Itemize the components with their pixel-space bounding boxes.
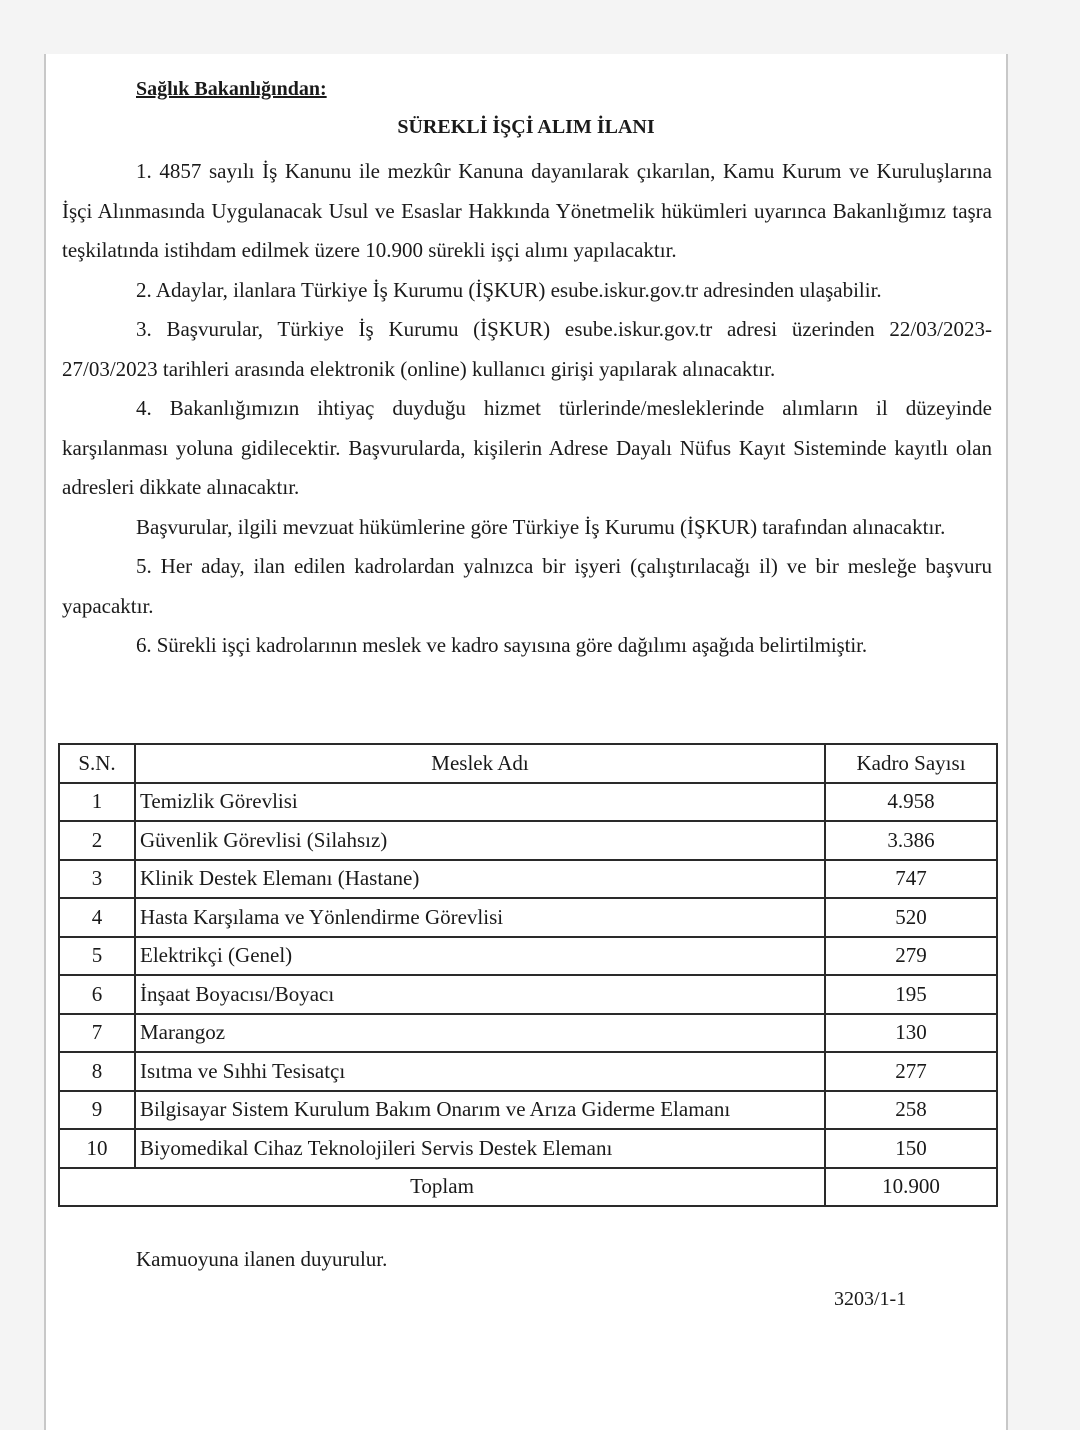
paragraph-1: 1. 4857 sayılı İş Kanunu ile mezkûr Kanuna dayanılarak çıkarılan, Kamu Kurum ve Kuruluşlarına İşçi Alınmasında Uygulanacak Usul ve Esaslar Hakkında Yönetmelik hükümleri uyarınca Bakanlığımız taşra teşkilatında istihdam edilmek üzere 10.900 sürekli işçi alımı yapılacaktır. [62,159,992,262]
staff-distribution-table [58,743,998,1207]
row-serial-number: 3 [59,860,135,899]
table-row [59,1014,997,1053]
total-value: 10.900 [825,1168,997,1207]
row-occupation: Isıtma ve Sıhhi Tesisatçı [135,1052,825,1091]
table-row [59,1091,997,1130]
header-position-count: Kadro Sayısı [825,744,997,783]
row-serial-number: 6 [59,975,135,1014]
closing-statement: Kamuoyuna ilanen duyurulur. [136,1247,388,1271]
row-position-count: 747 [825,860,997,899]
row-position-count: 279 [825,937,997,976]
row-occupation: Temizlik Görevlisi [135,783,825,822]
table-row [59,783,997,822]
row-occupation: Klinik Destek Elemanı (Hastane) [135,860,825,899]
paragraph-2: 2. Adaylar, ilanlara Türkiye İş Kurumu (İŞKUR) esube.iskur.gov.tr adresinden ulaşabilir. [136,277,882,302]
paragraph-3: 3. Başvurular, Türkiye İş Kurumu (İŞKUR) esube.iskur.gov.tr adresi üzerinden 22/03/2023-27/03/2023 tarihleri arasında elektronik (online) kullanıcı girişi yapılarak alınacaktır. [62,317,992,381]
row-occupation: Bilgisayar Sistem Kurulum Bakım Onarım ve Arıza Giderme Elamanı [135,1091,825,1130]
row-position-count: 150 [825,1129,997,1168]
row-serial-number: 7 [59,1014,135,1053]
row-serial-number: 2 [59,821,135,860]
table-header-row [59,744,997,783]
row-occupation: İnşaat Boyacısı/Boyacı [135,975,825,1014]
row-serial-number: 5 [59,937,135,976]
table-row [59,1052,997,1091]
row-position-count: 4.958 [825,783,997,822]
paragraph-4-continued: Başvurular, ilgili mevzuat hükümlerine göre Türkiye İş Kurumu (İŞKUR) tarafından alınacaktır. [136,514,946,539]
row-serial-number: 4 [59,898,135,937]
row-position-count: 130 [825,1014,997,1053]
row-position-count: 3.386 [825,821,997,860]
table-row [59,1129,997,1168]
total-label: Toplam [59,1168,825,1207]
row-serial-number: 8 [59,1052,135,1091]
table-row [59,898,997,937]
row-serial-number: 1 [59,783,135,822]
paragraph-6: 6. Sürekli işçi kadrolarının meslek ve kadro sayısına göre dağılımı aşağıda belirtilmiştir. [136,633,867,657]
reference-number: 3203/1-1 [834,1288,907,1310]
issuing-authority: Sağlık Bakanlığından: [136,78,327,100]
row-position-count: 195 [825,975,997,1014]
row-occupation: Hasta Karşılama ve Yönlendirme Görevlisi [135,898,825,937]
table-row [59,860,997,899]
row-occupation: Elektrikçi (Genel) [135,937,825,976]
row-position-count: 520 [825,898,997,937]
header-serial-number: S.N. [59,744,135,783]
paragraph-5: 5. Her aday, ilan edilen kadrolardan yalnızca bir işyeri (çalıştırılacağı il) ve bir mesleğe başvuru yapacaktır. [62,554,992,618]
row-occupation: Marangoz [135,1014,825,1053]
row-position-count: 258 [825,1091,997,1130]
announcement-body [62,152,992,666]
table-total-row [59,1168,997,1207]
table-row [59,821,997,860]
row-position-count: 277 [825,1052,997,1091]
table-row [59,937,997,976]
paragraph-4: 4. Bakanlığımızın ihtiyaç duyduğu hizmet türlerinde/mesleklerinde alımların il düzeyinde karşılanması yoluna gidilecektir. Başvurularda, kişilerin Adrese Dayalı Nüfus Kayıt Sisteminde kayıtlı olan adresleri dikkate alınacaktır. [62,396,992,499]
announcement-title: SÜREKLİ İŞÇİ ALIM İLANI [397,116,655,138]
row-serial-number: 10 [59,1129,135,1168]
row-serial-number: 9 [59,1091,135,1130]
row-occupation: Biyomedikal Cihaz Teknolojileri Servis Destek Elemanı [135,1129,825,1168]
document-page [44,54,1008,1430]
table-row [59,975,997,1014]
header-occupation: Meslek Adı [135,744,825,783]
row-occupation: Güvenlik Görevlisi (Silahsız) [135,821,825,860]
